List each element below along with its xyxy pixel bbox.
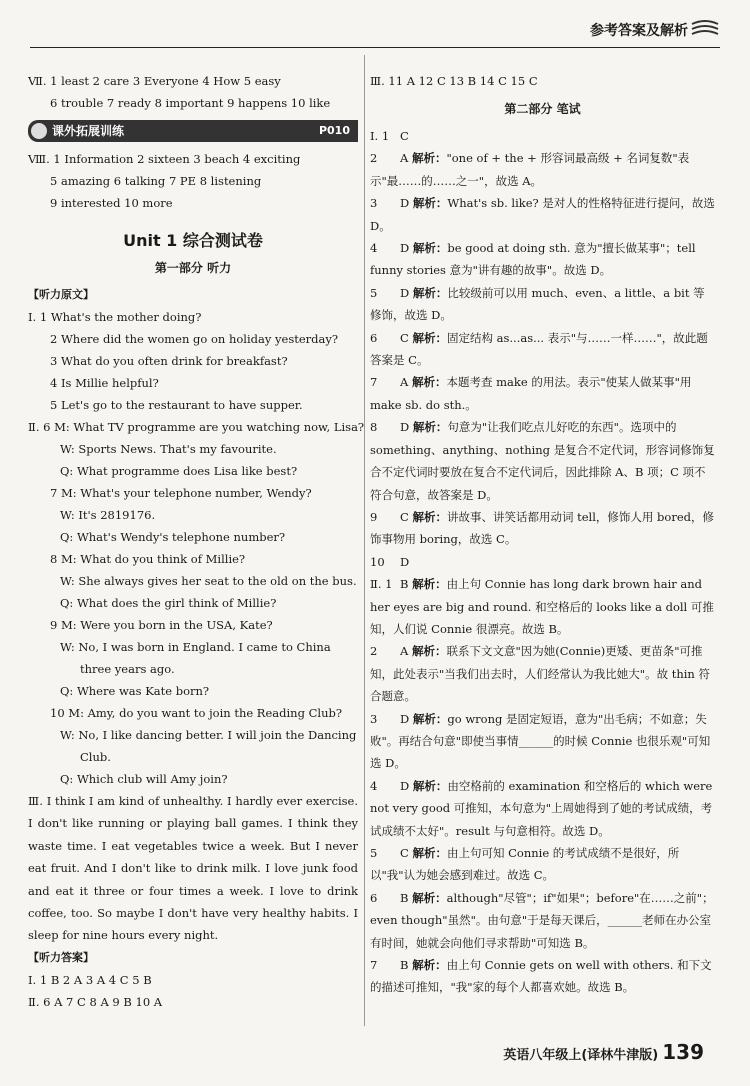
item-answer: D: [400, 285, 410, 300]
unit-title: Unit 1 综合测试卷: [123, 231, 263, 250]
answer-item: [370, 954, 715, 999]
item-explanation-label: 解析：: [412, 420, 448, 435]
item-number: 2: [370, 644, 378, 659]
item-answer: D: [400, 711, 410, 726]
item-answer: C: [400, 846, 409, 860]
answer-item: [370, 237, 715, 282]
item-explanation: 联系下文文意"因为她(Connie)更矮、更苗条"可推知，此处表示"当我们出去时，人们经常认为我比她大"。故 thin 符合题意。: [370, 644, 710, 704]
answer-item: [370, 887, 715, 954]
passage-text: Ⅲ. I think I am kind of unhealthy. I hardly ever exercise. I don't like running or playing ball games. I think they waste time. I eat vegetables twice a week. But I never eat fruit. And I don't like to drink milk. I love junk food and eat it three or four times a week. I love to drink coffee, too. So maybe I don't have very healthy habits. I sleep for nine hours every night.: [28, 794, 358, 943]
item-number: 7: [370, 375, 378, 390]
item-number: 6: [370, 330, 378, 345]
script-line: Ⅱ. 6 M: What TV programme are you watching now, Lisa?: [28, 420, 365, 434]
item-explanation: 讲故事、讲笑话都用动词 tell，修饰人用 bored，修饰事物用 boring，故选 C。: [370, 509, 715, 547]
item-number: 4: [370, 778, 378, 793]
item-explanation-label: 解析：: [412, 330, 447, 345]
item-explanation-label: 解析：: [411, 151, 447, 166]
column-divider: [364, 55, 365, 1026]
item-explanation-label: 解析：: [412, 285, 448, 300]
header-rule: [30, 47, 720, 48]
script-line: 2 Where did the women go on holiday yesterday?: [50, 332, 339, 346]
answer-line: Ⅱ. 6 A 7 C 8 A 9 B 10 A: [28, 994, 163, 1009]
item-explanation-label: 解析：: [411, 644, 447, 659]
item-answer: C: [400, 509, 409, 524]
item-number: Ⅰ. 1: [370, 129, 390, 143]
banner-page: P010: [318, 124, 350, 137]
script-line: Q: Where was Kate born?: [60, 684, 210, 698]
ext-line: Ⅷ. 1 Information 2 sixteen 3 beach 4 exciting: [28, 152, 301, 166]
answer-item: [370, 640, 715, 707]
item-explanation: 比较级前可以用 much、even、a little、a bit 等修饰，故选 D。: [370, 285, 705, 323]
item-answer: B: [400, 958, 409, 973]
footer-label: 英语八年级上(译林牛津版): [503, 1048, 659, 1063]
script-line: W: She always gives her seat to the old on the bus.: [60, 574, 357, 588]
item-explanation-label: 解析：: [412, 577, 447, 592]
script-line: Ⅰ. 1 What's the mother doing?: [28, 310, 202, 324]
item-number: 3: [370, 196, 378, 211]
item-explanation-label: 解析：: [412, 509, 447, 524]
item-explanation: although"尽管"；if"如果"；before"在……之前"；even though"虽然"。由句意"于是每天课后，______老师在办公室有时间，她就会向他们寻求帮助"可知选 B。: [370, 890, 714, 950]
item-answer: D: [400, 778, 410, 793]
item-explanation-label: 解析：: [412, 241, 448, 256]
script-line: Club.: [80, 750, 111, 764]
answer-item: [370, 506, 715, 551]
item-explanation: 由上句 Connie has long dark brown hair and her eyes are big and round. 和空格后的 looks like a doll 可推知，人们说 Connie 很漂亮。故选 B。: [370, 577, 714, 636]
answer-item: [370, 192, 715, 237]
item-explanation: 由上句 Connie gets on well with others. 和下文的描述可推知，"我"家的每个人都喜欢她。故选 B。: [370, 958, 712, 995]
item-explanation: "one of + the + 形容词最高级 + 名词复数"表示"最……的……之一"，故选 A。: [370, 151, 690, 188]
item-number: 2: [370, 151, 378, 166]
item-explanation: 本题考查 make 的用法。表示"使某人做某事"用 make sb. do sth.。: [370, 375, 692, 412]
item-explanation-label: 解析：: [412, 890, 447, 905]
item-explanation: be good at doing sth. 意为"擅长做某事"；tell funny stories 意为"讲有趣的故事"。故选 D。: [370, 241, 696, 278]
item-number: Ⅱ. 1: [370, 577, 393, 592]
answer-item: [370, 842, 715, 887]
script-line: 4 Is Millie helpful?: [50, 376, 159, 390]
item-number: 6: [370, 890, 378, 905]
script-line: 10 M: Amy, do you want to join the Reading Club?: [50, 706, 343, 720]
item-explanation-label: 解析：: [412, 196, 448, 211]
vocab-line: 6 trouble 7 ready 8 important 9 happens 10 like: [50, 96, 331, 110]
item-answer: A: [400, 644, 409, 659]
answer-item: [370, 775, 715, 842]
script-line: three years ago.: [80, 662, 175, 676]
explanation-list: [370, 125, 715, 999]
section-banner: [28, 120, 358, 142]
script-line: 3 What do you often drink for breakfast?: [50, 354, 288, 368]
script-line: 7 M: What's your telephone number, Wendy?: [50, 486, 312, 500]
item-explanation-label: 解析：: [412, 958, 447, 973]
header-title: 参考答案及解析: [590, 23, 688, 39]
item-number: 5: [370, 846, 378, 860]
script-line: 8 M: What do you think of Millie?: [50, 552, 246, 566]
item-answer: B: [400, 890, 409, 905]
right-column: [370, 70, 715, 999]
item-number: 8: [370, 420, 378, 435]
item-answer: D: [400, 420, 410, 435]
answer-item: [370, 147, 715, 192]
item-explanation-label: 解析：: [412, 846, 447, 860]
script-line: W: No, I was born in England. I came to China: [60, 640, 331, 654]
item-answer: D: [400, 196, 410, 211]
part-title: 第一部分 听力: [154, 261, 232, 275]
answer-line: Ⅰ. 1 B 2 A 3 A 4 C 5 B: [28, 972, 152, 987]
item-explanation: 句意为"让我们吃点儿好吃的东西"。选项中的 something、anything、nothing 是复合不定代词，形容词修饰复合不定代词时要放在复合不定代词后，因此排除 A、B 项；C 项不符合句意，故答案是 D。: [370, 420, 715, 502]
answer-item: [370, 573, 715, 640]
item-number: 3: [370, 711, 378, 726]
item-answer: D: [400, 554, 410, 569]
script-line: Q: What does the girl think of Millie?: [60, 596, 277, 610]
vocab-line: Ⅶ. 1 least 2 care 3 Everyone 4 How 5 easy: [28, 74, 281, 88]
script-line: W: Sports News. That's my favourite.: [60, 442, 277, 456]
item-explanation-label: 解析：: [412, 711, 448, 726]
page-number: 139: [662, 1040, 704, 1064]
item-number: 5: [370, 285, 378, 300]
banner-label: 课外拓展训练: [52, 124, 125, 138]
left-column: [28, 70, 365, 1013]
answer-item: [370, 125, 715, 147]
script-line: Q: Which club will Amy join?: [60, 772, 228, 786]
item-explanation: 固定结构 as...as... 表示"与……一样……"，故此题答案是 C。: [370, 330, 708, 368]
item-explanation-label: 解析：: [412, 778, 448, 793]
ext-line: 5 amazing 6 talking 7 PE 8 listening: [50, 174, 262, 188]
answer-item: [370, 282, 715, 327]
script-line: 5 Let's go to the restaurant to have supper.: [50, 398, 303, 412]
answer-item: [370, 327, 715, 372]
book-logo-icon: [690, 18, 720, 40]
page-footer: [503, 1040, 704, 1064]
banner-ball-icon: [31, 123, 47, 139]
listening-answers-label: 【听力答案】: [28, 950, 94, 964]
script-line: W: No, I like dancing better. I will join the Dancing: [60, 728, 357, 742]
answer-item: [370, 551, 715, 573]
ext-line: 9 interested 10 more: [50, 196, 173, 210]
item-number: 10: [370, 554, 385, 569]
part-title: 第二部分 笔试: [504, 102, 581, 116]
item-explanation: 由空格前的 examination 和空格后的 which were not very good 可推知，本句意为"上周她得到了她的考试成绩，考试成绩不太好"。result 与句意相符。故选 D。: [370, 778, 713, 838]
item-number: 4: [370, 241, 378, 256]
item-answer: A: [400, 375, 409, 390]
item-explanation: What's sb. like? 是对人的性格特征进行提问，故选 D。: [370, 196, 715, 233]
item-answer: D: [400, 241, 410, 256]
answer-line: Ⅲ. 11 A 12 C 13 B 14 C 15 C: [370, 74, 538, 88]
item-answer: A: [400, 151, 409, 166]
answer-item: [370, 371, 715, 416]
script-line: W: It's 2819176.: [60, 508, 156, 522]
script-line: Q: What programme does Lisa like best?: [60, 464, 298, 478]
item-explanation: go wrong 是固定短语，意为"出毛病；不如意；失败"。再结合句意"即使当事情______的时候 Connie 也很乐观"可知选 D。: [370, 711, 711, 771]
item-answer: C: [400, 330, 409, 345]
answer-item: [370, 416, 715, 506]
item-number: 7: [370, 958, 378, 973]
answer-item: [370, 708, 715, 775]
script-line: Q: What's Wendy's telephone number?: [60, 530, 286, 544]
item-number: 9: [370, 509, 378, 524]
item-answer: B: [400, 577, 409, 592]
listening-text-label: 【听力原文】: [28, 288, 94, 301]
item-explanation-label: 解析：: [411, 375, 447, 390]
item-explanation: 由上句可知 Connie 的考试成绩不是很好，所以"我"认为她会感到难过。故选 C。: [370, 846, 680, 883]
script-line: 9 M: Were you born in the USA, Kate?: [50, 618, 273, 632]
item-answer: C: [400, 129, 409, 143]
